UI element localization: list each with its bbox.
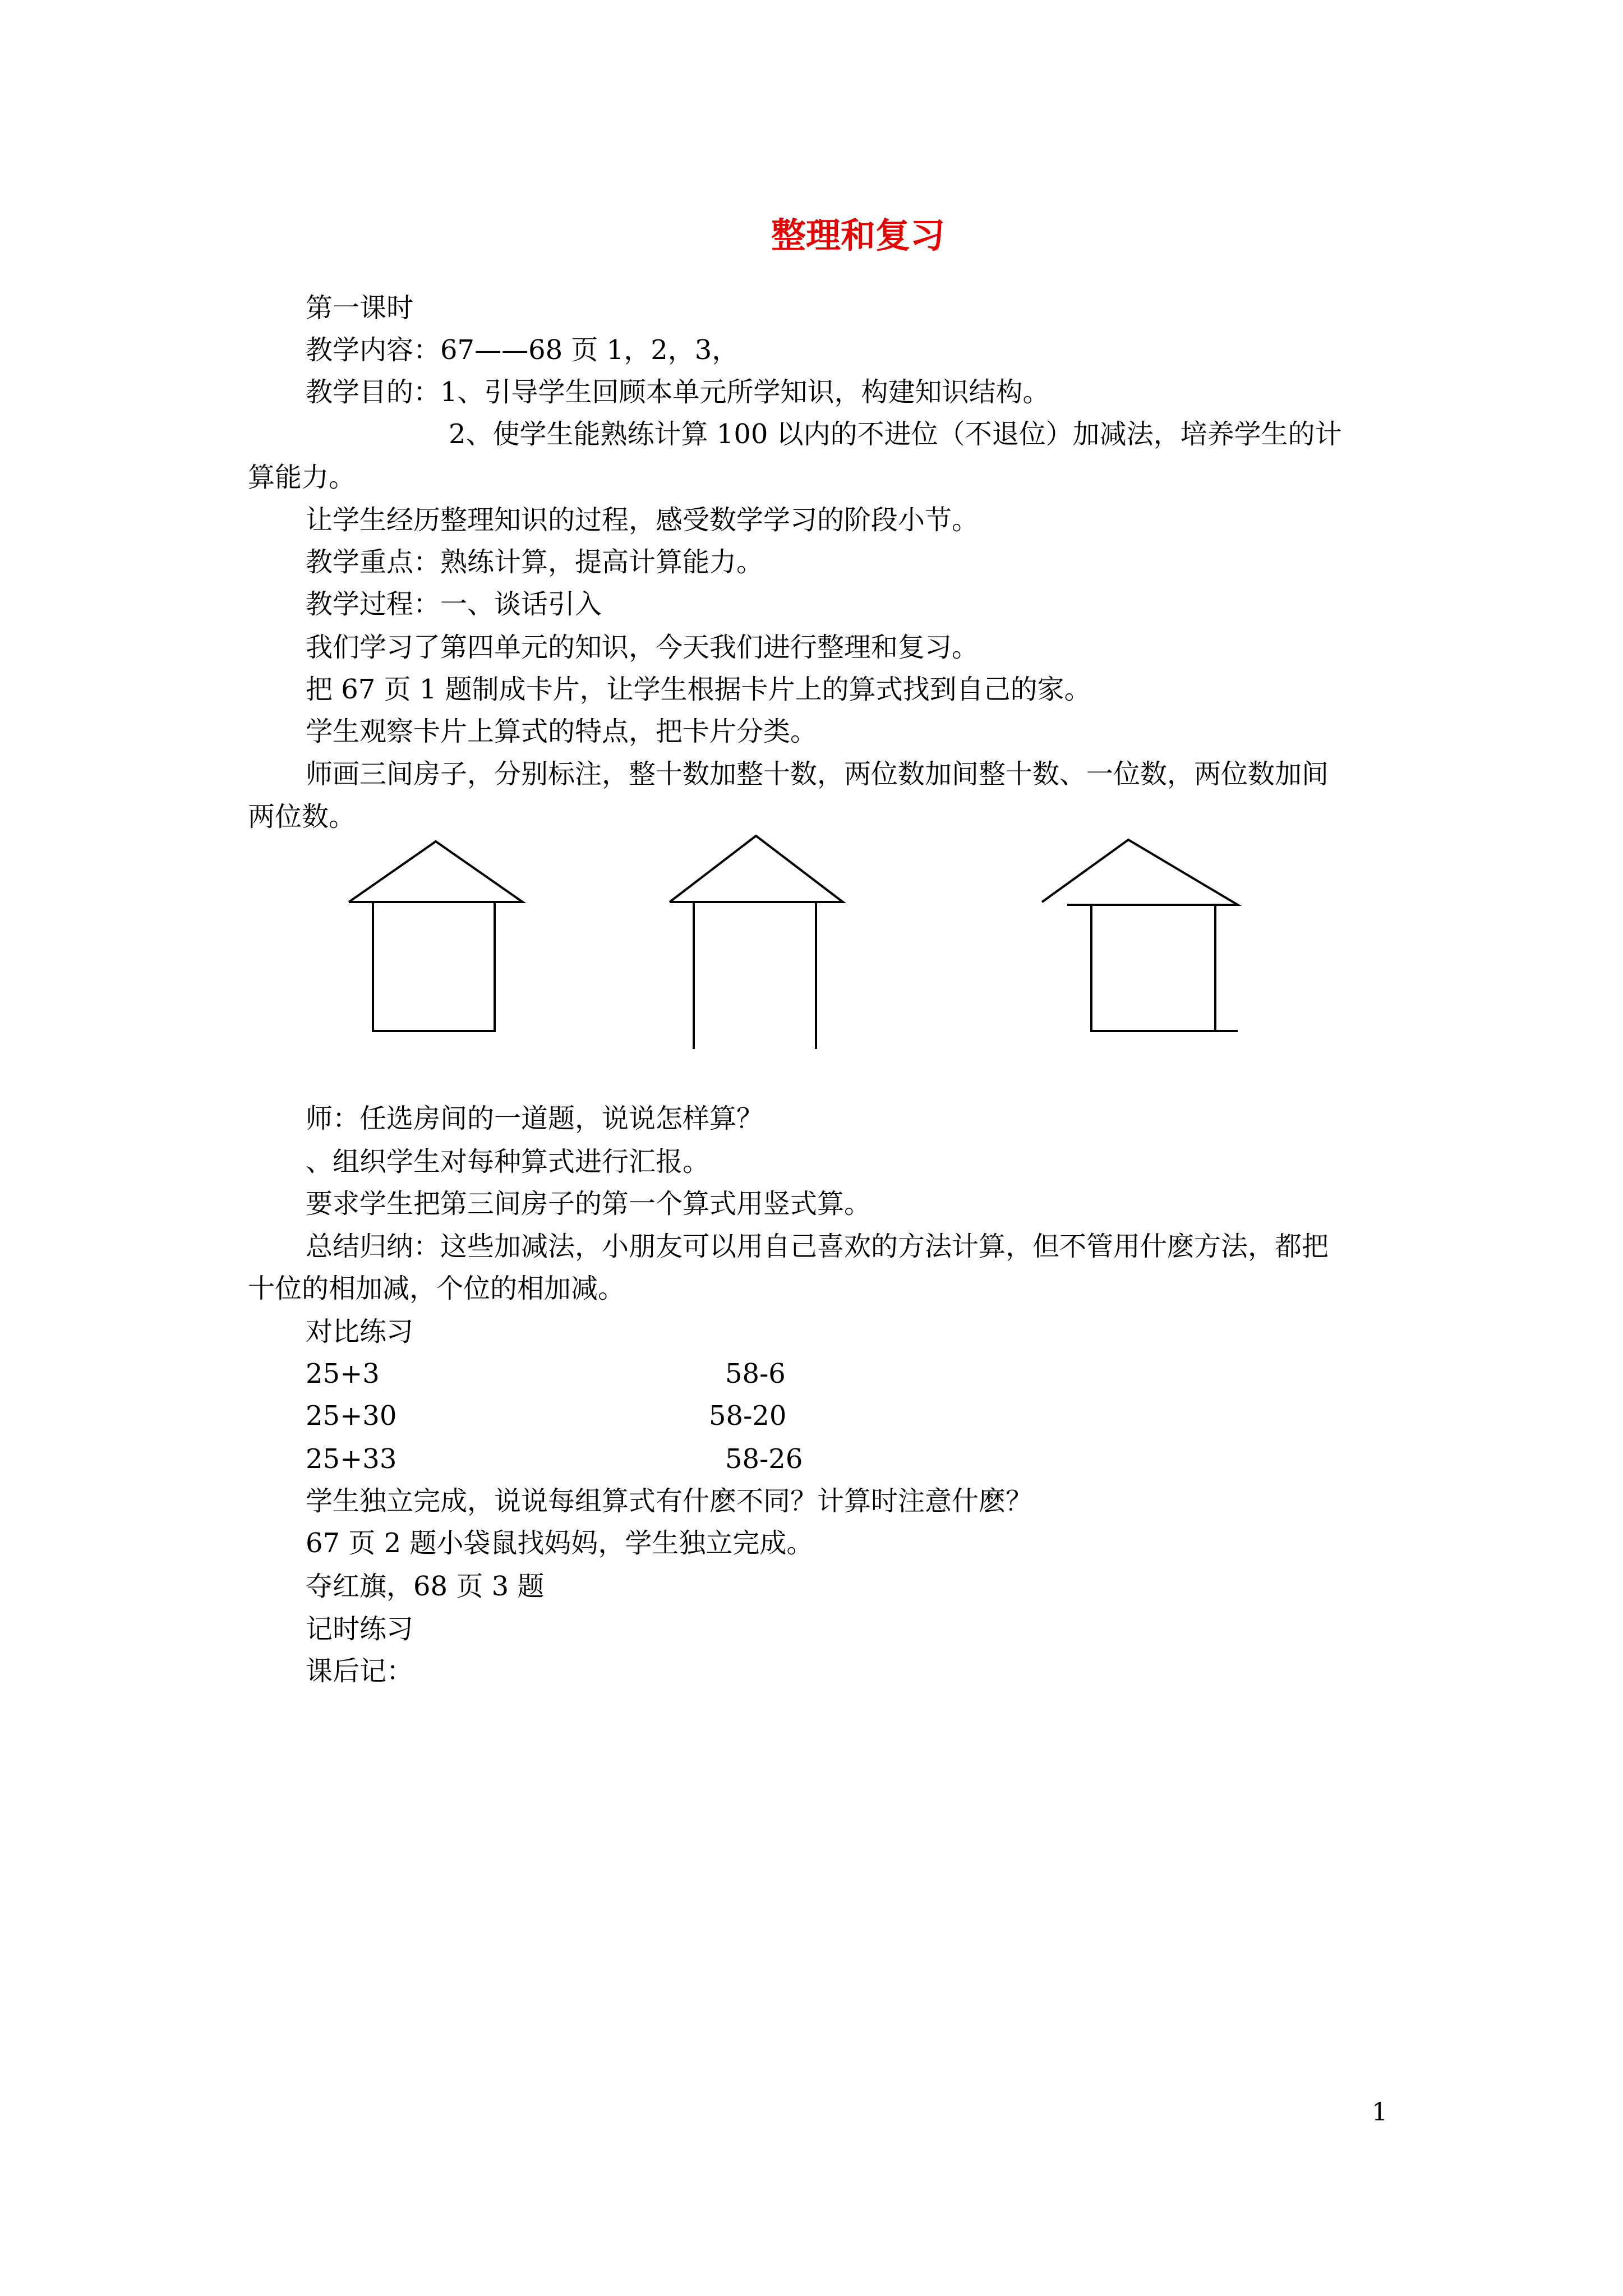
paragraph-cards: 把 67 页 1 题制成卡片，让学生根据卡片上的算式找到自己的家。 (306, 674, 1091, 705)
three-houses-drawing (0, 813, 1623, 1049)
report-step: 、组织学生对每种算式进行汇报。 (306, 1146, 710, 1177)
teacher-question: 师：任选房间的一道题，说说怎样算？ (306, 1103, 764, 1134)
paragraph-classify: 学生观察卡片上算式的特点，把卡片分类。 (306, 716, 818, 747)
teaching-goal-2: 2、使学生能熟练计算 100 以内的不进位（不退位）加减法，培养学生的计 (449, 418, 1342, 450)
timed-practice: 记时练习 (306, 1613, 414, 1645)
paragraph-houses: 师画三间房子，分别标注，整十数加整十数，两位数加间整十数、一位数，两位数加间 (306, 758, 1329, 790)
exercise-right-3: 58-26 (725, 1443, 803, 1475)
house-2-body (694, 902, 816, 1049)
page-number: 1 (1372, 2098, 1387, 2127)
teaching-focus: 教学重点：熟练计算，提高计算能力。 (306, 546, 764, 578)
teaching-goal-3: 让学生经历整理知识的过程，感受数学学习的阶段小节。 (306, 504, 979, 536)
independent-work: 学生独立完成，说说每组算式有什麽不同？计算时注意什麽？ (306, 1485, 1033, 1517)
teaching-goal-1: 教学目的：1、引导学生回顾本单元所学知识，构建知识结构。 (306, 376, 1050, 408)
exercise-right-1: 58-6 (725, 1358, 786, 1389)
exercise-left-1: 25+3 (306, 1358, 380, 1389)
kangaroo-exercise: 67 页 2 题小袋鼠找妈妈，学生独立完成。 (306, 1527, 814, 1559)
teaching-goal-2-cont: 算能力。 (248, 462, 356, 493)
house-1-body (373, 902, 495, 1031)
house-2-roof (670, 836, 843, 902)
comparison-practice-heading: 对比练习 (306, 1316, 414, 1347)
summary: 总结归纳：这些加减法，小朋友可以用自己喜欢的方法计算，但不管用什麽方法，都把 (306, 1231, 1329, 1262)
paragraph-intro: 我们学习了第四单元的知识，今天我们进行整理和复习。 (306, 632, 979, 663)
page-title: 整理和复习 (771, 215, 945, 256)
after-class-notes: 课后记： (306, 1655, 414, 1687)
exercise-left-2: 25+30 (306, 1400, 397, 1432)
house-3-roof (1042, 840, 1238, 905)
teaching-content: 教学内容：67——68 页 1，2，3， (306, 334, 739, 366)
teaching-process: 教学过程：一、谈话引入 (306, 588, 602, 620)
vertical-calc-step: 要求学生把第三间房子的第一个算式用竖式算。 (306, 1188, 872, 1220)
red-flag-game: 夺红旗，68 页 3 题 (306, 1571, 545, 1602)
house-1-roof (349, 841, 523, 902)
paragraph-houses-cont: 两位数。 (248, 801, 356, 832)
lesson-period: 第一课时 (306, 292, 414, 324)
exercise-left-3: 25+33 (306, 1443, 397, 1475)
summary-cont: 十位的相加减，个位的相加减。 (248, 1273, 625, 1304)
exercise-right-2: 58-20 (709, 1400, 787, 1432)
